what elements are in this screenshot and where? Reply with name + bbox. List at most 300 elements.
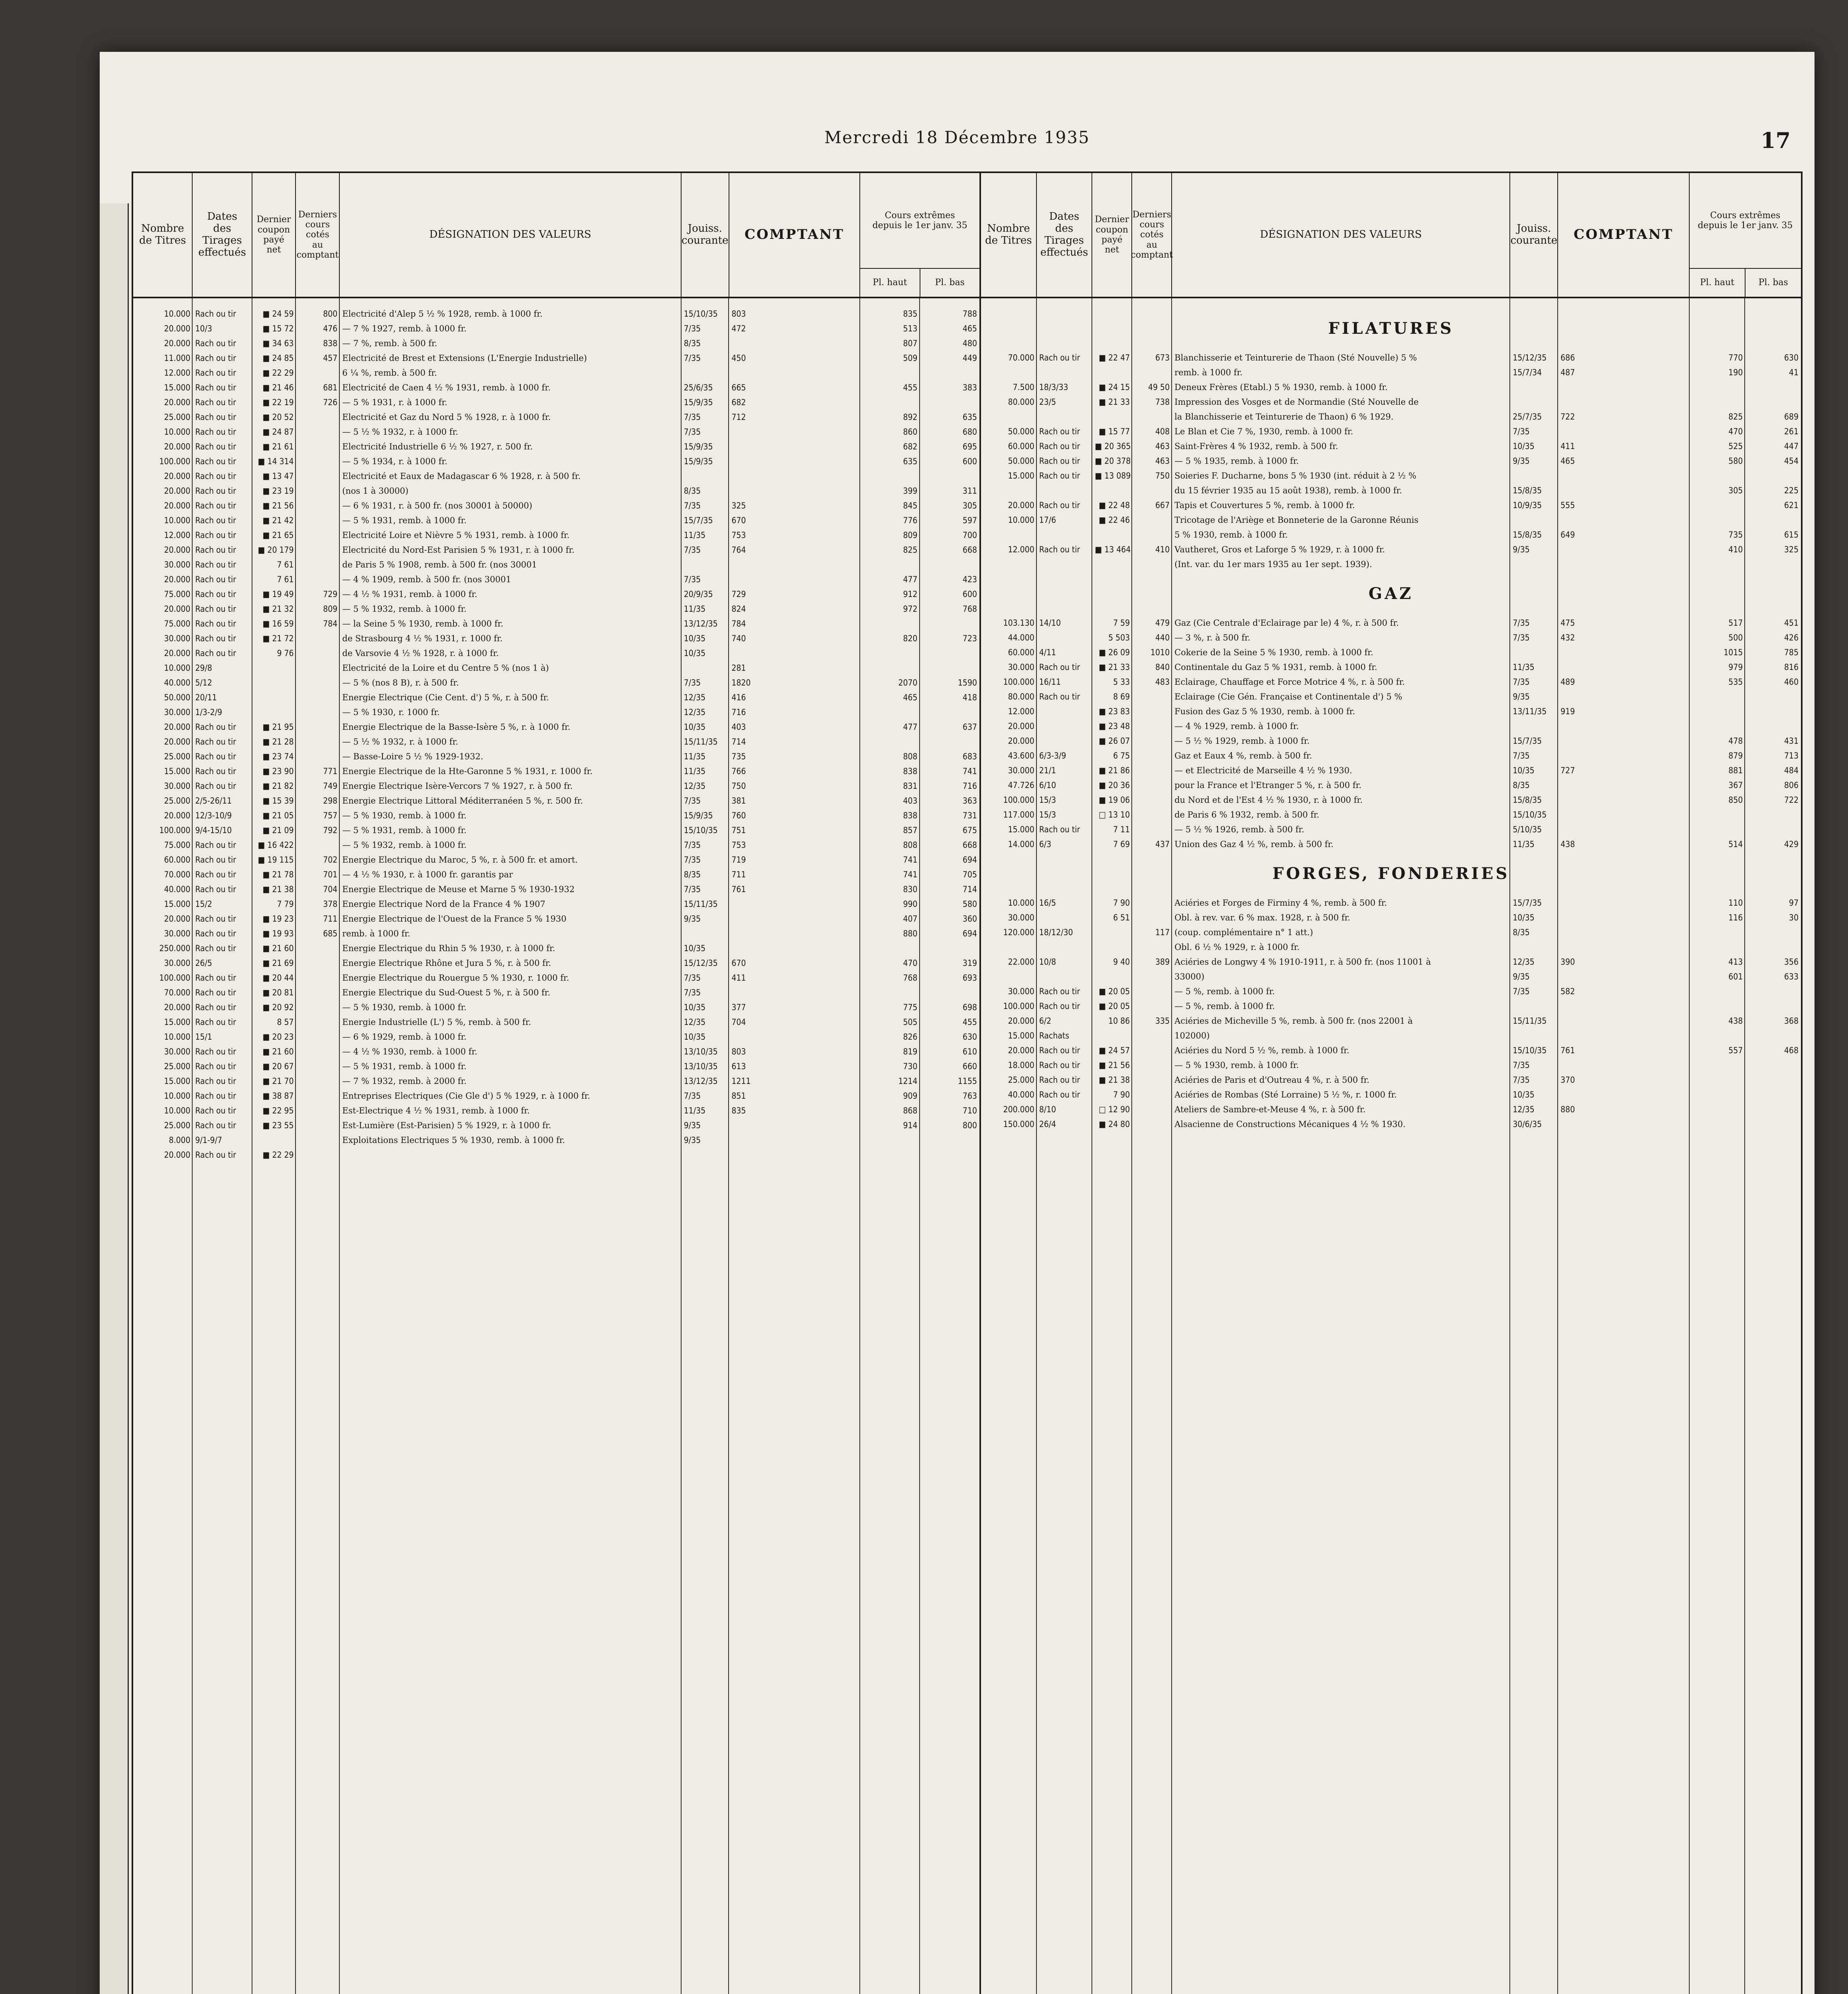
plus-bas: 449 [962,353,977,363]
plus-haut: 367 [1728,780,1743,790]
jouissance: 12/35 [1513,957,1535,967]
jouissance: 12/35 [684,707,706,717]
derniers-cours: 838 [323,338,338,348]
comptant-value: 411 [731,973,746,983]
tirage-date: Rach ou tir [195,1105,236,1115]
table-row [133,793,979,808]
col-dernier-coupon: Dernier coupon payé net [1092,173,1132,297]
tirage-date: Rach ou tir [195,427,236,437]
col-dates: Dates des Tirages effectués [1037,173,1093,297]
table-row [981,822,1801,837]
table-row [133,483,979,498]
running-header [100,128,1815,160]
plus-haut: 730 [903,1061,918,1071]
plus-haut: 470 [903,958,918,968]
valeur-designation: Energie Electrique de la Hte-Garonne 5 % 1931, r. 1000 fr. [342,766,593,776]
jouissance: 15/12/35 [684,958,718,968]
page-date: Mercredi 18 Décembre 1935 [824,128,1090,147]
jouissance: 13/11/35 [1513,706,1547,716]
comptant-value: 325 [731,500,746,510]
comptant-value: 475 [1560,618,1575,628]
jouissance: 7/35 [684,855,701,865]
valeur-designation: Energie Electrique de Meuse et Marne 5 % 1930-1932 [342,884,575,894]
valeur-designation: Aciéries du Nord 5 ½ %, remb. à 1000 fr. [1174,1045,1350,1055]
titres-count: 15.000 [164,1017,191,1027]
tirage-date: 8/10 [1039,1104,1056,1114]
jouissance: 9/35 [1513,692,1530,701]
plus-bas: 635 [962,412,977,422]
plus-haut: 825 [903,545,918,555]
valeur-designation: Alsacienne de Constructions Mécaniques 4 ½ % 1930. [1174,1119,1406,1129]
comptant-value: 714 [731,737,746,747]
jouissance: 10/35 [684,722,706,732]
col-designation: DÉSIGNATION DES VALEURS [340,173,681,297]
tirage-date: 9/1-9/7 [195,1135,223,1145]
plus-bas: 694 [962,855,977,865]
tirage-date: Rach ou tir [195,1002,236,1012]
jouissance: 11/35 [684,530,706,540]
table-row [133,660,979,675]
plus-bas: 630 [962,1032,977,1042]
valeur-designation: Electricité Loire et Nièvre 5 % 1931, remb. à 1000 fr. [342,530,570,540]
tirage-date: Rach ou tir [1039,1075,1080,1085]
plus-bas: 610 [962,1046,977,1056]
titres-count: 10.000 [164,309,191,319]
dernier-coupon: □ 12 90 [1099,1104,1130,1114]
dernier-coupon: 7 69 [1113,839,1130,849]
dernier-coupon: 6 75 [1113,751,1130,761]
plus-bas: 723 [962,633,977,643]
tirage-date: Rach ou tir [195,928,236,938]
plus-haut: 972 [903,604,918,614]
jouissance: 7/35 [1513,426,1530,436]
dernier-coupon: ■ 24 57 [1099,1045,1130,1055]
dernier-coupon: ■ 21 05 [262,810,294,820]
titres-count: 20.000 [164,500,191,510]
plus-haut: 838 [903,766,918,776]
plus-bas: 713 [1784,751,1799,761]
plus-bas: 705 [962,869,977,879]
dernier-coupon: ■ 23 19 [262,486,294,496]
valeur-designation: Energie Electrique de l'Ouest de la France 5 % 1930 [342,914,567,924]
comptant-value: 370 [1560,1075,1575,1085]
derniers-cours: 335 [1155,1016,1170,1026]
valeur-designation: — 4 % 1929, remb. à 1000 fr. [1174,721,1299,731]
table-row [133,926,979,941]
plus-haut: 438 [1728,1016,1743,1026]
valeur-designation: — 4 ½ % 1930, remb. à 1000 fr. [342,1046,477,1056]
jouissance: 25/7/35 [1513,412,1542,422]
titres-count: 20.000 [164,545,191,555]
valeur-designation: Electricité Industrielle 6 ½ % 1927, r. 500 fr. [342,441,533,451]
col-comptant: COMPTANT [1558,173,1689,297]
plus-haut: 413 [1728,957,1743,967]
table-row [133,956,979,970]
derniers-cours: 117 [1155,927,1170,937]
valeur-designation: Electricité de Caen 4 ½ % 1931, remb. à 1000 fr. [342,382,551,392]
derniers-cours: 389 [1155,957,1170,967]
tirage-date: Rach ou tir [1039,441,1080,451]
tirage-date: Rach ou tir [1039,353,1080,363]
comptant-value: 719 [731,855,746,865]
derniers-cours: 378 [323,899,338,909]
valeur-designation: Energie Electrique Isère-Vercors 7 % 1927, r. à 500 fr. [342,781,573,791]
plus-haut: 809 [903,530,918,540]
table-row [981,1087,1801,1102]
table-row [981,1102,1801,1117]
derniers-cours: 49 50 [1148,382,1170,392]
dernier-coupon: ■ 21 72 [262,633,294,643]
plus-haut: 880 [903,928,918,938]
table-row [981,674,1801,689]
dernier-coupon: ■ 21 70 [262,1076,294,1086]
titres-count: 20.000 [164,648,191,658]
table-row [133,1103,979,1118]
comptant-value: 487 [1560,367,1575,377]
derniers-cours: 757 [323,810,338,820]
jouissance: 15/7/35 [1513,736,1542,746]
jouissance: 7/35 [1513,632,1530,642]
dernier-coupon: ■ 21 86 [1099,765,1130,775]
jouissance: 11/35 [684,766,706,776]
comptant-value: 670 [731,958,746,968]
table-row [133,410,979,424]
comptant-value: 1211 [731,1076,751,1086]
tirage-date: Rach ou tir [195,619,236,629]
plus-bas: 816 [1784,662,1799,672]
valeur-designation: du 15 février 1935 au 15 août 1938), remb. à 1000 fr. [1174,485,1402,495]
jouissance: 15/12/35 [1513,353,1547,363]
dernier-coupon: ■ 20 05 [1099,986,1130,996]
jouissance: 7/35 [1513,751,1530,761]
plus-bas: 225 [1784,485,1799,495]
comptant-value: 919 [1560,706,1575,716]
jouissance: 10/35 [1513,441,1535,451]
jouissance: 15/7/35 [1513,898,1542,908]
valeur-designation: — 4 % 1909, remb. à 500 fr. (nos 30001 [342,574,511,584]
tirage-date: Rach ou tir [1039,1060,1080,1070]
table-row [981,1013,1801,1028]
plus-haut: 857 [903,825,918,835]
plus-bas: 693 [962,973,977,983]
titres-count: 100.000 [159,973,191,983]
comptant-value: 665 [731,382,746,392]
tirage-date: Rach ou tir [1039,456,1080,466]
plus-haut: 517 [1728,618,1743,628]
jouissance: 10/35 [1513,765,1535,775]
comptant-value: 766 [731,766,746,776]
valeur-designation: — 3 %, r. à 500 fr. [1174,632,1251,642]
dernier-coupon: ■ 19 06 [1099,795,1130,805]
valeur-designation: — 5 ½ % 1929, remb. à 1000 fr. [1174,736,1310,746]
jouissance: 10/35 [684,1032,706,1042]
titres-count: 60.000 [164,855,191,865]
tirage-date: 15/3 [1039,795,1056,805]
jouissance: 25/6/35 [684,382,713,392]
plus-bas: 484 [1784,765,1799,775]
plus-bas: 637 [962,722,977,732]
derniers-cours: 711 [323,914,338,924]
valeur-designation: Exploitations Electriques 5 % 1930, remb. à 1000 fr. [342,1135,565,1145]
tirage-date: Rach ou tir [1039,692,1080,701]
plus-haut: 808 [903,751,918,761]
valeur-designation: Cokerie de la Seine 5 % 1930, remb. à 1000 fr. [1174,647,1373,657]
table-row [981,719,1801,733]
titres-count: 30.000 [164,958,191,968]
titres-count: 30.000 [1008,662,1034,672]
dernier-coupon: 5 33 [1113,677,1130,687]
dernier-coupon: ■ 20 378 [1095,456,1131,466]
plus-bas: 319 [962,958,977,968]
plus-haut: 741 [903,869,918,879]
plus-haut: 845 [903,500,918,510]
plus-haut: 912 [903,589,918,599]
derniers-cours: 704 [323,884,338,894]
plus-bas: 480 [962,338,977,348]
comptant-value: 670 [731,515,746,525]
titres-count: 25.000 [164,751,191,761]
plus-bas: 675 [962,825,977,835]
plus-bas: 689 [1784,412,1799,422]
tirage-date: Rach ou tir [195,545,236,555]
valeur-designation: — 5 % 1930, r. 1000 fr. [342,707,440,717]
comptant-value: 613 [731,1061,746,1071]
valeur-designation: — 5 ½ % 1932, r. à 1000 fr. [342,427,458,437]
derniers-cours: 667 [1155,500,1170,510]
cours-extremes-label: Cours extrêmes depuis le 1er janv. 35 [860,173,979,269]
titres-count: 150.000 [1003,1119,1034,1129]
valeur-designation: — 6 % 1929, remb. à 1000 fr. [342,1032,467,1042]
jouissance: 15/10/35 [684,309,718,319]
comptant-value: 649 [1560,530,1575,540]
plus-haut: 455 [903,382,918,392]
titres-count: 20.000 [164,604,191,614]
table-row [133,867,979,882]
table-row [981,792,1801,807]
titres-count: 20.000 [164,323,191,333]
tirage-date: Rach ou tir [195,456,236,466]
plus-haut: 399 [903,486,918,496]
table-row [133,631,979,646]
plus-haut: 305 [1728,485,1743,495]
left-rows [133,306,979,1162]
dernier-coupon: 7 79 [277,899,294,909]
dernier-coupon: ■ 26 09 [1099,647,1130,657]
dernier-coupon: ■ 23 74 [262,751,294,761]
titres-count: 50.000 [164,692,191,702]
dernier-coupon: ■ 26 07 [1099,736,1130,746]
plus-haut: 826 [903,1032,918,1042]
table-row [981,689,1801,704]
plus-bas: 800 [962,1120,977,1130]
tirage-date: Rach ou tir [195,1017,236,1027]
comptant-value: 432 [1560,632,1575,642]
derniers-cours: 408 [1155,426,1170,436]
table-row [133,985,979,1000]
col-pl-bas: Pl. bas [935,278,965,288]
jouissance: 11/35 [1513,662,1535,672]
plus-bas: 668 [962,545,977,555]
table-row [133,970,979,985]
jouissance: 12/35 [1513,1104,1535,1114]
valeur-designation: — 5 % (nos 8 B), r. à 500 fr. [342,678,459,688]
valeur-designation: Energie Electrique du Rouergue 5 % 1930, r. 1000 fr. [342,973,569,983]
valeur-designation: Electricité d'Alep 5 ½ % 1928, remb. à 1000 fr. [342,309,543,319]
plus-haut: 190 [1728,367,1743,377]
jouissance: 7/35 [1513,618,1530,628]
tirage-date: Rach ou tir [195,382,236,392]
plus-bas: 621 [1784,500,1799,510]
table-row [133,852,979,867]
tirage-date: Rach ou tir [195,368,236,378]
table-row [133,469,979,483]
table-row [981,748,1801,763]
table-row [981,925,1801,940]
valeur-designation: Saint-Frères 4 % 1932, remb. à 500 fr. [1174,441,1338,451]
tirage-date: Rach ou tir [195,973,236,983]
tirage-date: Rach ou tir [195,943,236,953]
valeur-designation: Impression des Vosges et de Normandie (Sté Nouvelle de [1174,397,1419,407]
col-pl-haut: Pl. haut [860,269,920,297]
titres-count: 20.000 [164,397,191,407]
plus-bas: 700 [962,530,977,540]
dernier-coupon: ■ 21 33 [1099,397,1130,407]
table-row [133,719,979,734]
titres-count: 70.000 [1008,353,1034,363]
derniers-cours: 800 [323,309,338,319]
dernier-coupon: ■ 20 179 [258,545,294,555]
dernier-coupon: ■ 24 85 [262,353,294,363]
titres-count: 20.000 [164,1002,191,1012]
dernier-coupon: 7 90 [1113,898,1130,908]
table-row [133,498,979,513]
section-title-text: FORGES, FONDERIES [1272,864,1510,883]
plus-bas: 580 [962,899,977,909]
dernier-coupon: ■ 15 77 [1099,426,1130,436]
comptant-value: 450 [731,353,746,363]
comptant-value: 753 [731,530,746,540]
dernier-coupon: ■ 16 422 [258,840,294,850]
titres-count: 20.000 [1008,736,1034,746]
left-table [132,171,981,1994]
table-row [981,498,1801,512]
comptant-value: 465 [1560,456,1575,466]
dernier-coupon: ■ 21 38 [262,884,294,894]
jouissance: 15/10/35 [684,825,718,835]
valeur-designation: Eclairage (Cie Gén. Française et Continentale d') 5 % [1174,692,1403,701]
tirage-date: 12/3-10/9 [195,810,232,820]
titres-count: 20.000 [164,574,191,584]
table-row [133,365,979,380]
valeur-designation: Tricotage de l'Ariège et Bonneterie de la Garonne Réunis [1174,515,1419,525]
valeur-designation: de Paris 6 % 1932, remb. à 500 fr. [1174,810,1320,820]
valeur-designation: Energie Electrique (Cie Cent. d') 5 %, r. à 500 fr. [342,692,549,702]
dernier-coupon: 7 11 [1113,824,1130,834]
section-title [981,306,1801,350]
comptant-value: 416 [731,692,746,702]
derniers-cours: 479 [1155,618,1170,628]
plus-bas: 722 [1784,795,1799,805]
valeur-designation: Blanchisserie et Teinturerie de Thaon (Sté Nouvelle) 5 % [1174,353,1417,363]
jouissance: 7/35 [684,1091,701,1101]
plus-bas: 447 [1784,441,1799,451]
plus-haut: 860 [903,427,918,437]
valeur-designation: Aciéries de Micheville 5 %, remb. à 500 fr. (nos 22001 à [1174,1016,1413,1026]
table-row [133,1000,979,1015]
comptant-value: 438 [1560,839,1575,849]
plus-bas: 41 [1789,367,1799,377]
comptant-value: 582 [1560,986,1575,996]
dernier-coupon: ■ 19 115 [258,855,294,865]
titres-count: 75.000 [164,840,191,850]
dernier-coupon: ■ 20 81 [262,987,294,997]
plus-bas: 460 [1784,677,1799,687]
table-row [981,895,1801,910]
table-row [133,513,979,528]
comptant-value: 381 [731,796,746,806]
section-title-text: GAZ [1368,584,1414,603]
table-row [981,704,1801,719]
section-title [981,571,1801,615]
valeur-designation: Aciéries et Forges de Firminy 4 %, remb. à 500 fr. [1174,898,1387,908]
table-row [133,837,979,852]
valeur-designation: — Basse-Loire 5 ½ % 1929-1932. [342,751,483,761]
dernier-coupon: ■ 21 69 [262,958,294,968]
table-row [981,837,1801,851]
dernier-coupon: ■ 20 67 [262,1061,294,1071]
tirage-date: Rach ou tir [195,604,236,614]
valeur-designation: Energie Electrique du Sud-Ouest 5 %, r. à 500 fr. [342,987,550,997]
titres-count: 20.000 [164,1150,191,1160]
jouissance: 15/9/35 [684,456,713,466]
dernier-coupon: ■ 21 28 [262,737,294,747]
table-row [981,954,1801,969]
titres-count: 44.000 [1008,632,1034,642]
derniers-cours: 738 [1155,397,1170,407]
jouissance: 9/35 [1513,544,1530,554]
valeur-designation: 6 ¼ %, remb. à 500 fr. [342,368,437,378]
valeur-designation: 102000) [1174,1030,1210,1040]
dernier-coupon: ■ 16 59 [262,619,294,629]
plus-haut: 881 [1728,765,1743,775]
jouissance: 13/12/35 [684,619,718,629]
dernier-coupon: ■ 20 92 [262,1002,294,1012]
titres-count: 100.000 [1003,795,1034,805]
dernier-coupon: ■ 38 87 [262,1091,294,1101]
valeur-designation: Vautheret, Gros et Laforge 5 % 1929, r. à 1000 fr. [1174,544,1385,554]
valeur-designation: — 5 %, remb. à 1000 fr. [1174,986,1275,996]
valeur-designation: pour la France et l'Etranger 5 %, r. à 500 fr. [1174,780,1361,790]
valeur-designation: remb. à 1000 fr. [1174,367,1243,377]
plus-haut: 557 [1728,1045,1743,1055]
adjacent-page-edge [100,203,129,1994]
table-row [981,1058,1801,1072]
jouissance: 12/35 [684,781,706,791]
tirage-date: Rach ou tir [195,309,236,319]
valeur-designation: — 5 ½ % 1932, r. à 1000 fr. [342,737,458,747]
dernier-coupon: ■ 14 314 [258,456,294,466]
derniers-cours: 792 [323,825,338,835]
jouissance: 8/35 [1513,780,1530,790]
plus-bas: 668 [962,840,977,850]
titres-count: 100.000 [1003,677,1034,687]
titres-count: 30.000 [1008,912,1034,922]
tirage-date: 6/10 [1039,780,1056,790]
table-row [981,984,1801,999]
titres-count: 20.000 [164,737,191,747]
valeur-designation: Obl. 6 ½ % 1929, r. à 1000 fr. [1174,942,1300,952]
dernier-coupon: ■ 13 089 [1095,471,1131,481]
